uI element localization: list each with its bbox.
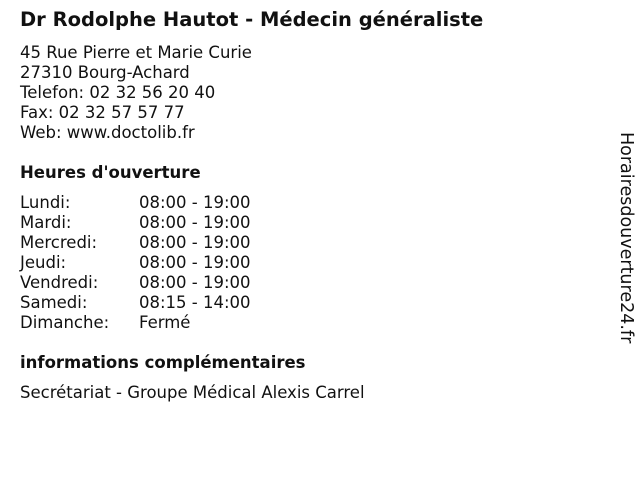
day-label: Lundi: — [20, 193, 71, 212]
day-label: Dimanche: — [20, 313, 110, 332]
hours-row-dimanche — [20, 313, 280, 333]
day-label: Vendredi: — [20, 273, 99, 292]
site-watermark: Horairesdouverture24.fr — [616, 132, 636, 344]
opening-hours-table — [20, 193, 280, 333]
hours-row-lundi — [20, 193, 280, 213]
street-address: 45 Rue Pierre et Marie Curie — [20, 43, 252, 62]
time-value: 08:00 - 19:00 — [139, 233, 251, 252]
website: Web: www.doctolib.fr — [20, 123, 195, 142]
hours-row-jeudi — [20, 253, 280, 273]
time-value: 08:15 - 14:00 — [139, 293, 251, 312]
time-value: 08:00 - 19:00 — [139, 253, 251, 272]
additional-info-text: Secrétariat - Groupe Médical Alexis Carrel — [20, 383, 365, 402]
phone-number: Telefon: 02 32 56 20 40 — [20, 83, 216, 102]
city-address: 27310 Bourg-Achard — [20, 63, 190, 82]
address-block — [20, 43, 252, 143]
time-value: Fermé — [139, 313, 191, 332]
time-value: 08:00 - 19:00 — [139, 273, 251, 292]
day-label: Mercredi: — [20, 233, 98, 252]
opening-hours-heading: Heures d'ouverture — [20, 163, 201, 182]
day-label: Mardi: — [20, 213, 72, 232]
day-label: Jeudi: — [20, 253, 67, 272]
hours-row-vendredi — [20, 273, 280, 293]
hours-row-samedi — [20, 293, 280, 313]
time-value: 08:00 - 19:00 — [139, 193, 251, 212]
page-title: Dr Rodolphe Hautot - Médecin généraliste — [20, 8, 484, 31]
hours-row-mardi — [20, 213, 280, 233]
hours-row-mercredi — [20, 233, 280, 253]
day-label: Samedi: — [20, 293, 88, 312]
additional-info-heading: informations complémentaires — [20, 353, 306, 372]
fax-number: Fax: 02 32 57 57 77 — [20, 103, 185, 122]
time-value: 08:00 - 19:00 — [139, 213, 251, 232]
